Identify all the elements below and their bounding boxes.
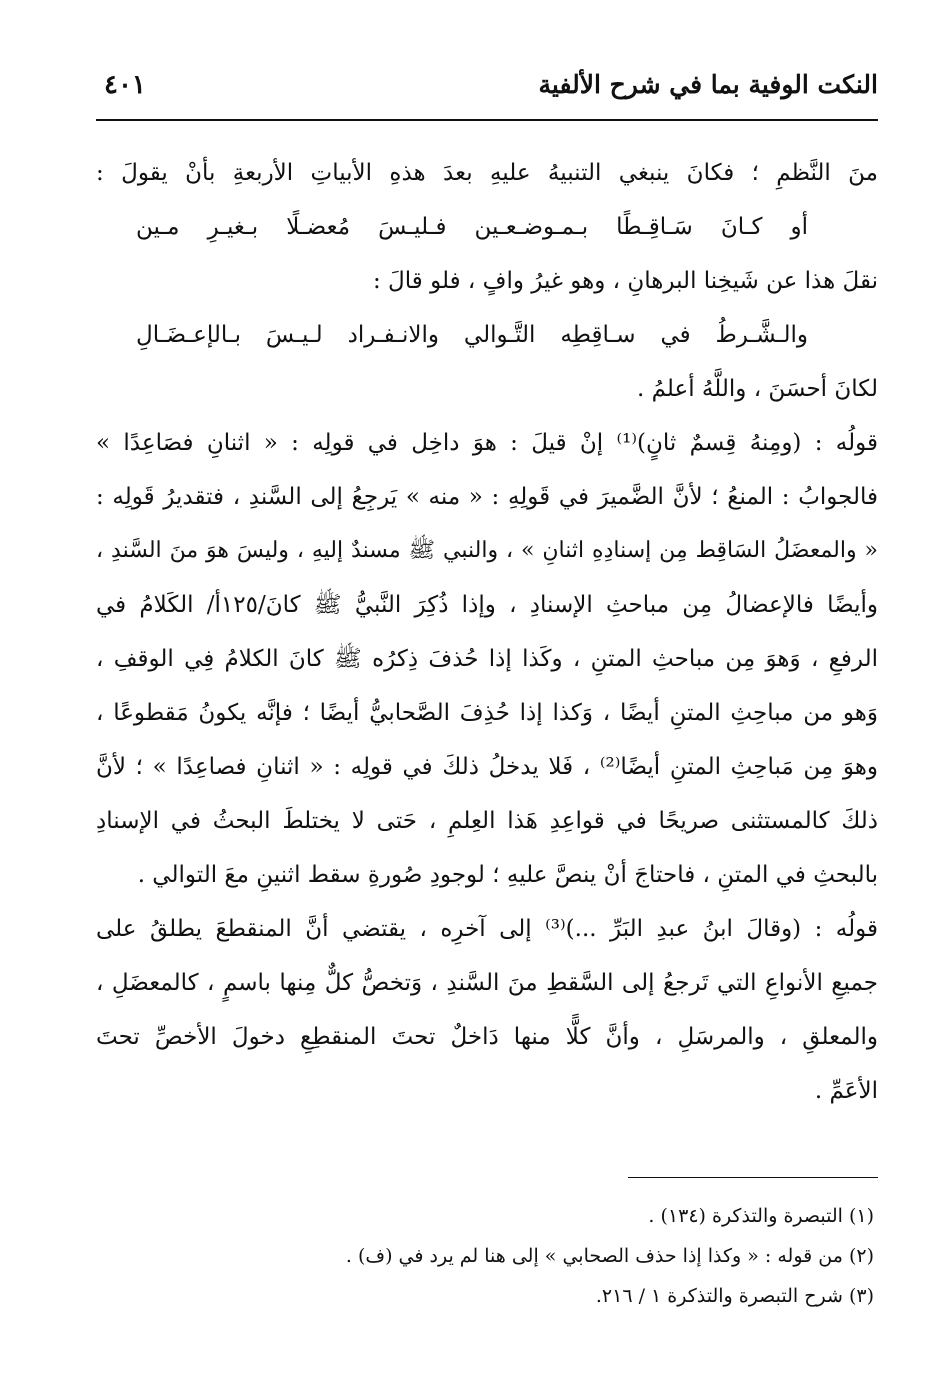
footnote-3: (٣) شرح التبصرة والتذكرة ١ / ٢١٦. (595, 1285, 874, 1307)
footnote-separator (628, 1177, 878, 1178)
verse-line: أو كـانَ سَـاقِـطًا بـمـوضـعـين فـليـسَ مُعضـلًا بـغيـرِ مـين (136, 214, 808, 240)
text-line: « والمعضَلُ السَاقِط مِن إسنادِهِ اثنانِ » ، والنبي ﷺ مسندٌ إليهِ ، وليسَ هوَ منَ السَّندِ ، (96, 538, 878, 563)
verse-line: والـشَّـرطُ في سـاقِطِه التَّـوالي والانـفـراد لـيـسَ بـالإعـضَـالِ (136, 322, 808, 348)
text-line: الأعَمِّ . (814, 1078, 878, 1104)
text-line: والمعلقِ ، والمرسَلِ ، وأنَّ كلًّا منها دَاخلٌ تحتَ المنقطِعِ دخولَ الأخصِّ تحتَ (96, 1024, 878, 1050)
book-title: النكت الوفية بما في شرح الألفية (538, 70, 878, 99)
text-line: منَ النَّظمِ ؛ فكانَ ينبغي التنبيهُ عليهِ بعدَ هذهِ الأبياتِ الأربعةِ بأنْ يقولَ : (96, 160, 878, 186)
header-rule (96, 119, 878, 121)
text-line: وَهو من مباحِثِ المتنِ أيضًا ، وَكذا إذا حُذِفَ الصَّحابيُّ أيضًا ؛ فإنَّه يكونُ مَقطوعًا ، (96, 700, 878, 726)
text-line: قولُه : (ومِنهُ قِسمٌ ثانٍ)⁽¹⁾ إنْ قيلَ : هوَ داخِل في قولِه : « اثنانِ فصَاعِدًا » (96, 430, 878, 456)
text-line: وهوَ مِن مَباحِثِ المتنِ أيضًا⁽²⁾ ، فَلا يدخلُ ذلكَ في قولِه : « اثنانِ فصاعِدًا » ؛ لأنَّ (96, 754, 878, 780)
text-line: ذلكَ كالمستثنى صريحًا في قواعِدِ هَذا العِلمِ ، حَتى لا يختلطَ البحثُ في الإسنادِ (96, 808, 878, 834)
text-line: جميعِ الأنواعِ التي تَرجعُ إلى السَّقطِ منَ السَّندِ ، وَتخصُّ كلٌّ مِنها باسمٍ ، كالمعضَلِ ، (96, 970, 878, 996)
running-header (96, 66, 878, 110)
text-line: وأيضًا فالإعضالُ مِن مباحثِ الإسنادِ ، وإذا ذُكِرَ النَّبيُّ ﷺ كانَ/١٢٥أ/ الكَلامُ في (96, 592, 878, 618)
text-line: بالبحثِ في المتنِ ، فاحتاجَ أنْ ينصَّ عليهِ ؛ لوجودِ صُورةِ سقط اثنينِ معَ التوالي . (137, 862, 878, 888)
text-line: لكانَ أحسَنَ ، واللَّهُ أعلمُ . (636, 376, 878, 402)
footnotes (114, 1196, 874, 1316)
text-line: فالجوابُ : المنعُ ؛ لأنَّ الضَّميرَ في قَولِهِ : « منه » يَرجِعُ إلى السَّندِ ، فتقديرُ قَولِه : (96, 484, 878, 510)
page-number: ٤٠١ (104, 70, 146, 100)
footnote-2: (٢) من قوله : « وكذا إذا حذف الصحابي » إلى هنا لم يرد في (ف) . (345, 1245, 874, 1267)
main-text (96, 146, 878, 1118)
text-line: الرفعِ ، وَهوَ مِن مباحثِ المتنِ ، وكَذا إذا حُذفَ ذِكرُه ﷺ كانَ الكلامُ فِي الوقفِ ، (96, 646, 878, 672)
text-line: نقلَ هذا عن شَيخِنا البرهانِ ، وهو غيرُ وافٍ ، فلو قالَ : (373, 268, 878, 294)
footnote-1: (١) التبصرة والتذكرة (١٣٤) . (648, 1205, 874, 1227)
text-line: قولُه : (وقالَ ابنُ عبدِ البَرِّ ...)⁽³⁾ إلى آخرِه ، يقتضي أنَّ المنقطعَ يطلقُ على (96, 916, 878, 942)
